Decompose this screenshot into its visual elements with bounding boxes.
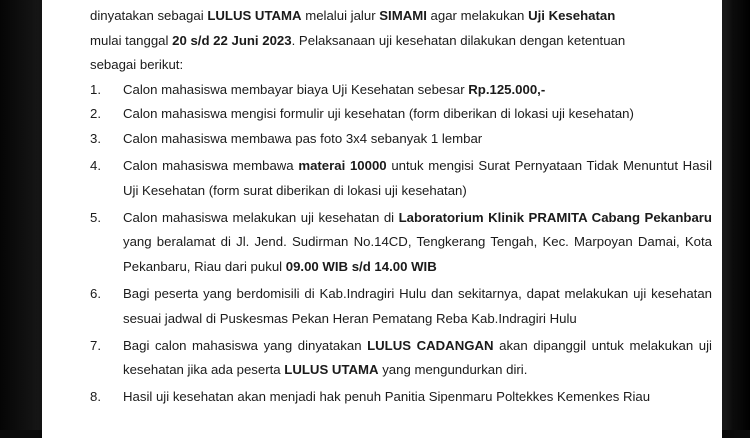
status-lulus-utama: LULUS UTAMA [207, 8, 302, 23]
list-text: Calon mahasiswa membawa pas foto 3x4 sebanyak 1 lembar [123, 130, 483, 146]
requirements-list [90, 78, 712, 410]
list-number: 8. [90, 389, 101, 405]
list-text: Calon mahasiswa membayar biaya Uji Kesehatan sebesar [123, 81, 469, 97]
list-number: 6. [90, 286, 101, 302]
list-number: 2. [90, 106, 101, 122]
list-item [90, 282, 712, 331]
date-range: 20 s/d 22 Juni 2023 [172, 32, 292, 48]
intro-text: . Pelaksanaan uji kesehatan dilakukan dengan ketentuan [291, 32, 626, 48]
list-number: 5. [90, 209, 101, 225]
list-item [90, 102, 712, 127]
list-item [90, 385, 712, 410]
list-number: 1. [90, 81, 101, 97]
list-text: Bagi peserta yang berdomisili di Kab.Indragiri Hulu dan sekitarnya, dapat melakukan uji kesehatan sesuai jadwal di Puskesmas Pekan Heran Pematang Reba Kab.Indragiri Hulu [123, 286, 712, 326]
intro-text: mulai tanggal [90, 32, 173, 48]
list-text: Calon mahasiswa membawa [123, 158, 299, 174]
intro-line-2 [90, 29, 712, 54]
list-text: yang beralamat di Jl. Jend. Sudirman No.14CD, Tengkerang Tengah, Kec. Marpoyan Damai, Kota Pekanbaru, Riau dari pukul [123, 234, 712, 274]
status-lulus-cadangan: LULUS CADANGAN [367, 337, 494, 353]
intro-text: melalui jalur [301, 8, 380, 23]
document-page [42, 0, 722, 438]
status-lulus-utama: LULUS UTAMA [284, 362, 379, 378]
list-text: Bagi calon mahasiswa yang dinyatakan [123, 337, 368, 353]
intro-text: agar melakukan [426, 8, 529, 23]
lab-name: Laboratorium Klinik PRAMITA Cabang Pekanbaru [398, 209, 712, 225]
list-item [90, 78, 712, 103]
list-item [90, 154, 712, 203]
intro-line-3: sebagai berikut: [90, 57, 184, 73]
list-item [90, 127, 712, 152]
uji-kesehatan-label: Uji Kesehatan [528, 8, 616, 23]
list-number: 7. [90, 337, 101, 353]
list-text: Calon mahasiswa mengisi formulir uji kesehatan (form diberikan di lokasi uji kesehatan) [123, 106, 634, 122]
list-text: untuk mengisi Surat Pernyataan Tidak Menuntut Hasil Uji Kesehatan (form surat diberikan di lokasi uji kesehatan) [123, 158, 712, 198]
list-text: akan dipanggil untuk melakukan uji kesehatan jika ada peserta [123, 337, 712, 378]
right-scan-shadow [722, 0, 750, 430]
list-number: 3. [90, 130, 101, 146]
time-range: 09.00 WIB s/d 14.00 WIB [285, 258, 437, 274]
fee-amount: Rp.125.000,- [468, 81, 546, 97]
materai-label: materai 10000 [298, 158, 387, 174]
list-item [90, 206, 712, 280]
list-number: 4. [90, 158, 101, 174]
list-item [90, 334, 712, 383]
jalur-name: SIMAMI [379, 8, 427, 23]
list-text: yang mengundurkan diri. [378, 362, 528, 378]
document-body [90, 4, 712, 410]
intro-line-1 [90, 4, 712, 29]
left-scan-shadow [0, 0, 42, 430]
list-text: Calon mahasiswa melakukan uji kesehatan di [123, 209, 399, 225]
intro-text: dinyatakan sebagai [90, 8, 208, 23]
list-text: Hasil uji kesehatan akan menjadi hak penuh Panitia Sipenmaru Poltekkes Kemenkes Riau [123, 389, 651, 405]
